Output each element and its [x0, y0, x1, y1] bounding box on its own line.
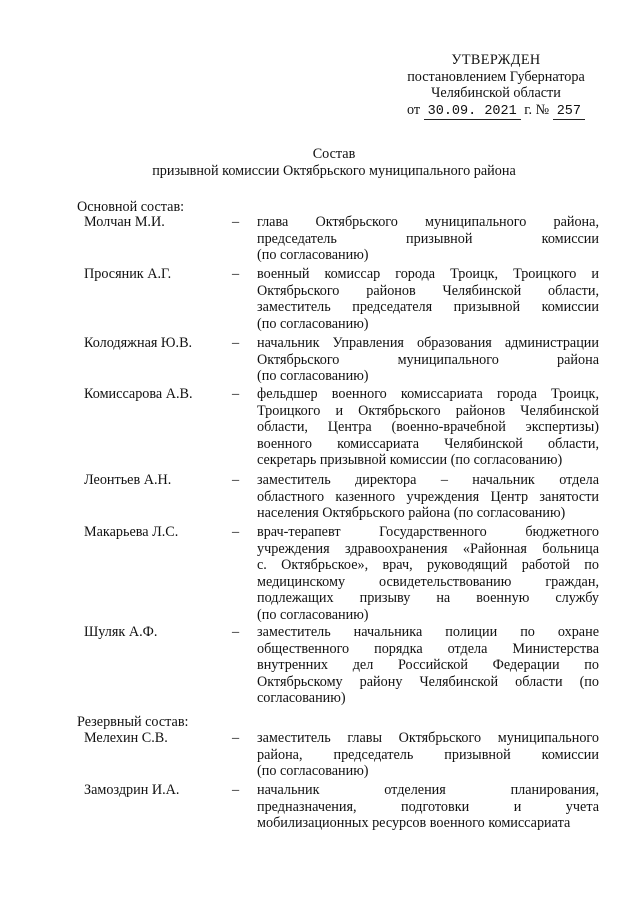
- approval-line-1: постановлением Губернатора: [407, 68, 585, 85]
- member-name: Просяник А.Г.: [84, 266, 172, 282]
- description-line: (по согласованию): [257, 315, 369, 332]
- description-line: секретарь призывной комиссии (по согласованию): [257, 452, 563, 469]
- approval-from-label: от: [406, 101, 421, 118]
- member-name: Мелехин С.В.: [84, 730, 168, 746]
- description-line: учреждения здравоохранения «Районная больница: [257, 540, 599, 557]
- description-line: Октябрьского районов Челябинской области,: [257, 282, 599, 299]
- description-line: военный комиссар города Троицк, Троицкого и: [257, 266, 599, 282]
- description-line: предназначения, подготовки и учета: [257, 798, 599, 815]
- description-line: областного казенного учреждения Центр занятости: [257, 488, 599, 505]
- approval-date: 30.09. 2021: [424, 104, 521, 120]
- member-description: [257, 782, 599, 832]
- member-name: Молчан М.И.: [84, 214, 165, 230]
- description-line: (по согласованию): [257, 763, 369, 780]
- member-dash: –: [232, 730, 240, 746]
- description-line: общественного порядка отдела Министерства: [257, 640, 599, 657]
- description-line: Октябрьского муниципального района: [257, 351, 599, 368]
- description-line: заместитель начальника полиции по охране: [257, 624, 599, 640]
- member-dash: –: [232, 472, 240, 488]
- description-line: председатель призывной комиссии: [257, 230, 599, 247]
- description-line: заместитель председателя призывной комиссии: [257, 299, 599, 316]
- main-section-label: Основной состав:: [77, 199, 185, 215]
- member-dash: –: [232, 266, 240, 282]
- approval-heading: УТВЕРЖДЕН: [451, 52, 541, 68]
- approval-number-label: г. №: [524, 101, 550, 118]
- description-line: начальник Управления образования администрации: [257, 335, 599, 351]
- document-title: [0, 146, 640, 179]
- description-line: (по согласованию): [257, 368, 369, 385]
- member-description: [257, 624, 599, 707]
- description-line: области, Центра (военно-врачебной экспертизы): [257, 419, 599, 436]
- member-description: [257, 214, 599, 264]
- description-line: военного комиссариата Челябинской области,: [257, 435, 599, 452]
- member-name: Леонтьев А.Н.: [84, 472, 172, 488]
- description-line: согласованию): [257, 690, 346, 707]
- description-line: Троицкого и Октябрьского районов Челябинской: [257, 402, 599, 419]
- description-line: мобилизационных ресурсов военного комиссариата: [257, 815, 571, 832]
- description-line: Октябрьскому району Челябинской области (по: [257, 673, 599, 690]
- description-line: населения Октябрьского района (по согласованию): [257, 505, 566, 522]
- member-description: [257, 335, 599, 385]
- member-dash: –: [232, 782, 240, 798]
- description-line: медицинскому освидетельствованию граждан,: [257, 573, 599, 590]
- member-name: Комиссарова А.В.: [84, 386, 193, 402]
- description-line: фельдшер военного комиссариата города Троицк,: [257, 386, 599, 402]
- member-name: Замоздрин И.А.: [84, 782, 180, 798]
- member-description: [257, 472, 599, 522]
- member-dash: –: [232, 335, 240, 351]
- approval-block: [396, 52, 596, 119]
- approval-number: 257: [553, 104, 585, 120]
- member-name: Макарьева Л.С.: [84, 524, 179, 540]
- member-name: Колодяжная Ю.В.: [84, 335, 193, 351]
- description-line: (по согласованию): [257, 247, 369, 264]
- title-line-2: призывной комиссии Октябрьского муниципального района: [152, 162, 516, 179]
- title-line-1: Состав: [312, 146, 356, 162]
- reserve-section-label: Резервный состав:: [77, 714, 189, 730]
- member-description: [257, 730, 599, 780]
- description-line: подлежащих призыву на военную службу: [257, 590, 599, 607]
- description-line: внутренних дел Российской Федерации по: [257, 657, 599, 674]
- description-line: заместитель главы Октябрьского муниципального: [257, 730, 599, 746]
- description-line: врач-терапевт Государственного бюджетного: [257, 524, 599, 540]
- member-description: [257, 386, 599, 469]
- description-line: района, председатель призывной комиссии: [257, 746, 599, 763]
- description-line: заместитель директора – начальник отдела: [257, 472, 599, 488]
- member-dash: –: [232, 214, 240, 230]
- member-dash: –: [232, 386, 240, 402]
- description-line: (по согласованию): [257, 606, 369, 623]
- description-line: начальник отделения планирования,: [257, 782, 599, 798]
- member-description: [257, 266, 599, 332]
- description-line: глава Октябрьского муниципального района,: [257, 214, 599, 230]
- approval-signature-line: [396, 102, 596, 119]
- member-dash: –: [232, 524, 240, 540]
- description-line: с. Октябрьское», врач, руководящий работой по: [257, 557, 599, 574]
- member-name: Шуляк А.Ф.: [84, 624, 158, 640]
- approval-line-2: Челябинской области: [431, 85, 561, 102]
- member-dash: –: [232, 624, 240, 640]
- member-description: [257, 524, 599, 624]
